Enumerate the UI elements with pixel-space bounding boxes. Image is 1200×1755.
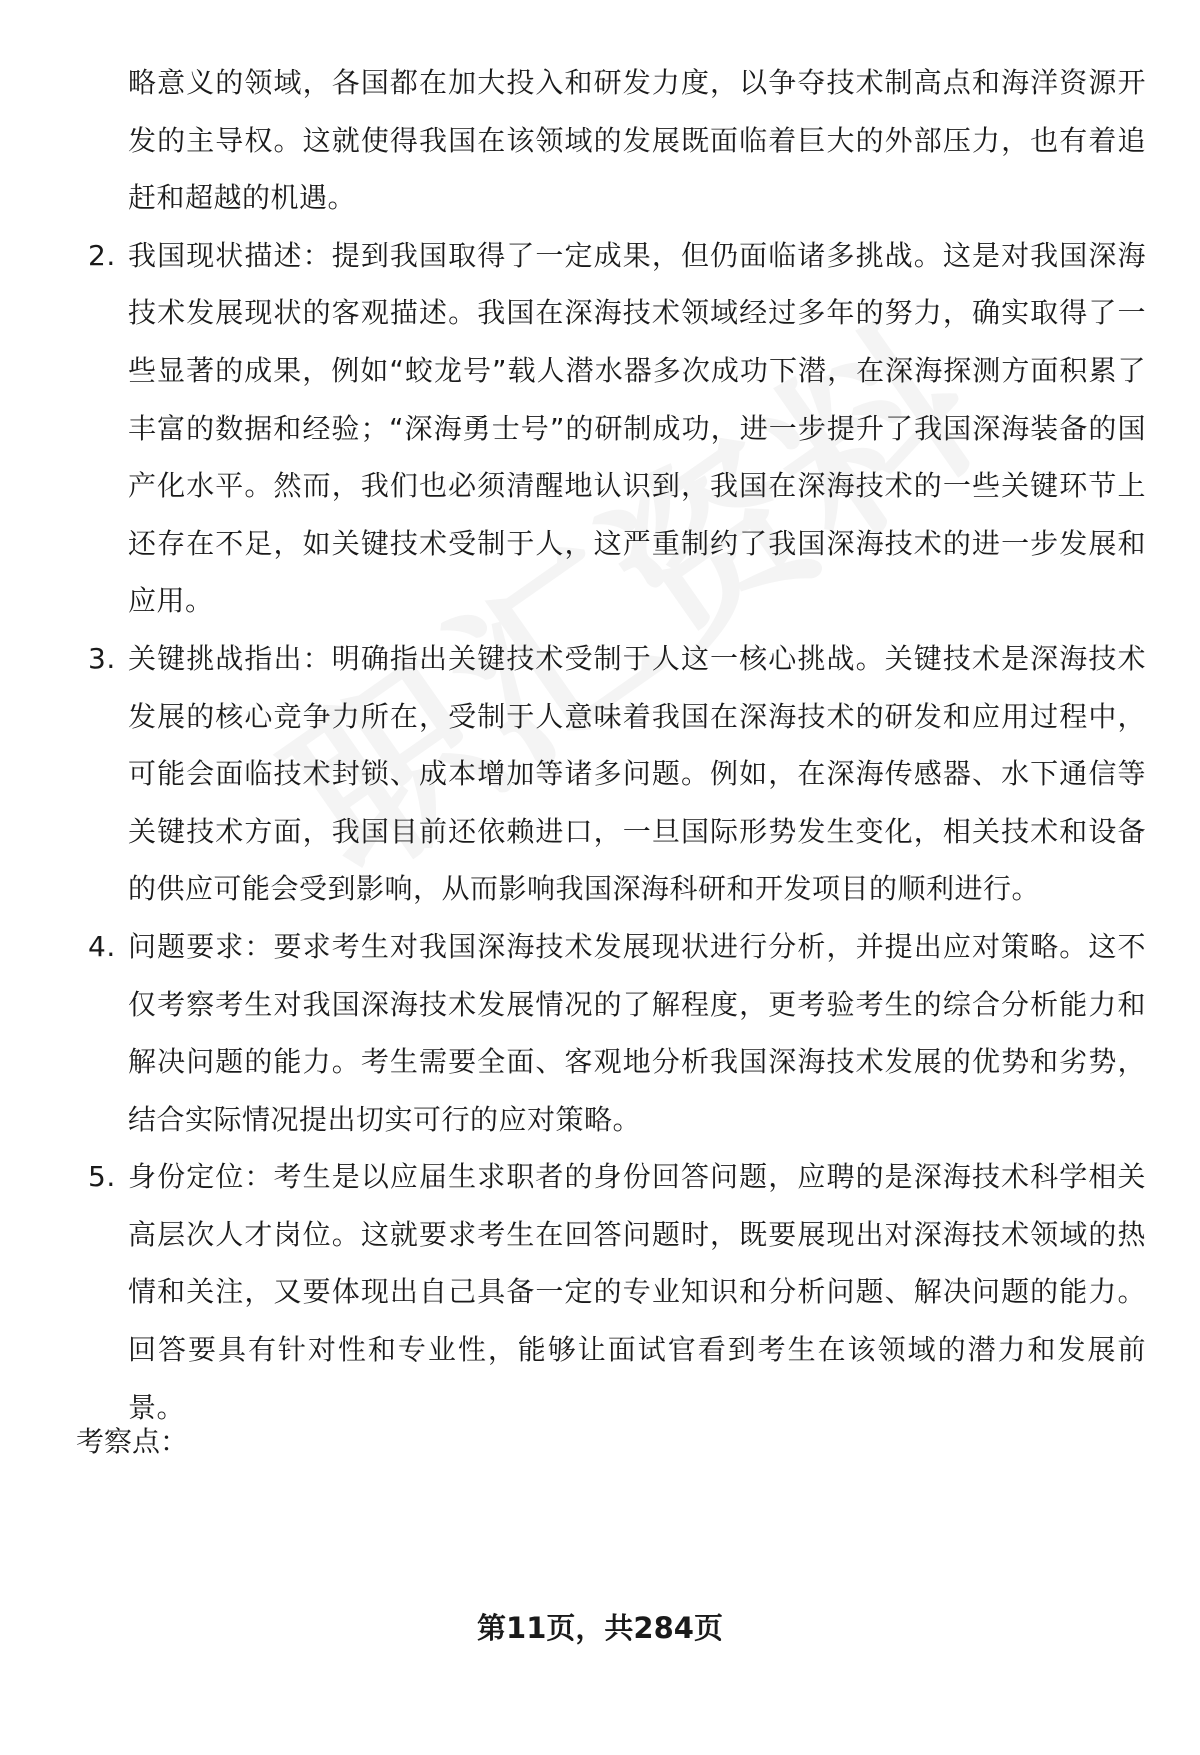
list-item [76, 630, 1146, 918]
list-item-text: 我国现状描述：提到我国取得了一定成果，但仍面临诸多挑战。这是对我国深海技术发展现状的客观描述。我国在深海技术领域经过多年的努力，确实取得了一些显著的成果，例如“蛟龙号”载人潜水器多次成功下潜，在深海探测方面积累了丰富的数据和经验；“深海勇士号”的研制成功，进一步提升了我国深海装备的国产化水平。然而，我们也必须清醒地认识到，我国在深海技术的一些关键环节上还存在不足，如关键技术受制于人，这严重制约了我国深海技术的进一步发展和应用。 [128, 238, 1146, 618]
analysis-list [76, 227, 1146, 1436]
list-item-text: 问题要求：要求考生对我国深海技术发展现状进行分析，并提出应对策略。这不仅考察考生对我国深海技术发展情况的了解程度，更考验考生的综合分析能力和解决问题的能力。考生需要全面、客观地分析我国深海技术发展的优势和劣势，结合实际情况提出切实可行的应对策略。 [128, 929, 1146, 1136]
list-item [76, 227, 1146, 630]
list-item-text: 身份定位：考生是以应届生求职者的身份回答问题，应聘的是深海技术科学相关高层次人才岗位。这就要求考生在回答问题时，既要展现出对深海技术领域的热情和关注，又要体现出自己具备一定的专业知识和分析问题、解决问题的能力。回答要具有针对性和专业性，能够让面试官看到考生在该领域的潜力和发展前景。 [128, 1160, 1146, 1424]
section-label: 考察点： [76, 1425, 189, 1458]
list-item [76, 1148, 1146, 1436]
page-footer: 第11页，共284页 [477, 1611, 723, 1645]
document-body [76, 54, 1146, 1436]
list-number: 3. [88, 641, 116, 675]
list-item-text: 关键挑战指出：明确指出关键技术受制于人这一核心挑战。关键技术是深海技术发展的核心竞争力所在，受制于人意味着我国在深海技术的研发和应用过程中，可能会面临技术封锁、成本增加等诸多问题。例如，在深海传感器、水下通信等关键技术方面，我国目前还依赖进口，一旦国际形势发生变化，相关技术和设备的供应可能会受到影响，从而影响我国深海科研和开发项目的顺利进行。 [128, 641, 1146, 906]
list-number: 5. [88, 1160, 116, 1194]
intro-continuation: 略意义的领域，各国都在加大投入和研发力度，以争夺技术制高点和海洋资源开发的主导权。这就使得我国在该领域的发展既面临着巨大的外部压力，也有着追赶和超越的机遇。 [128, 66, 1146, 215]
list-number: 4. [88, 929, 116, 963]
list-number: 2. [88, 238, 116, 272]
list-item [76, 918, 1146, 1148]
